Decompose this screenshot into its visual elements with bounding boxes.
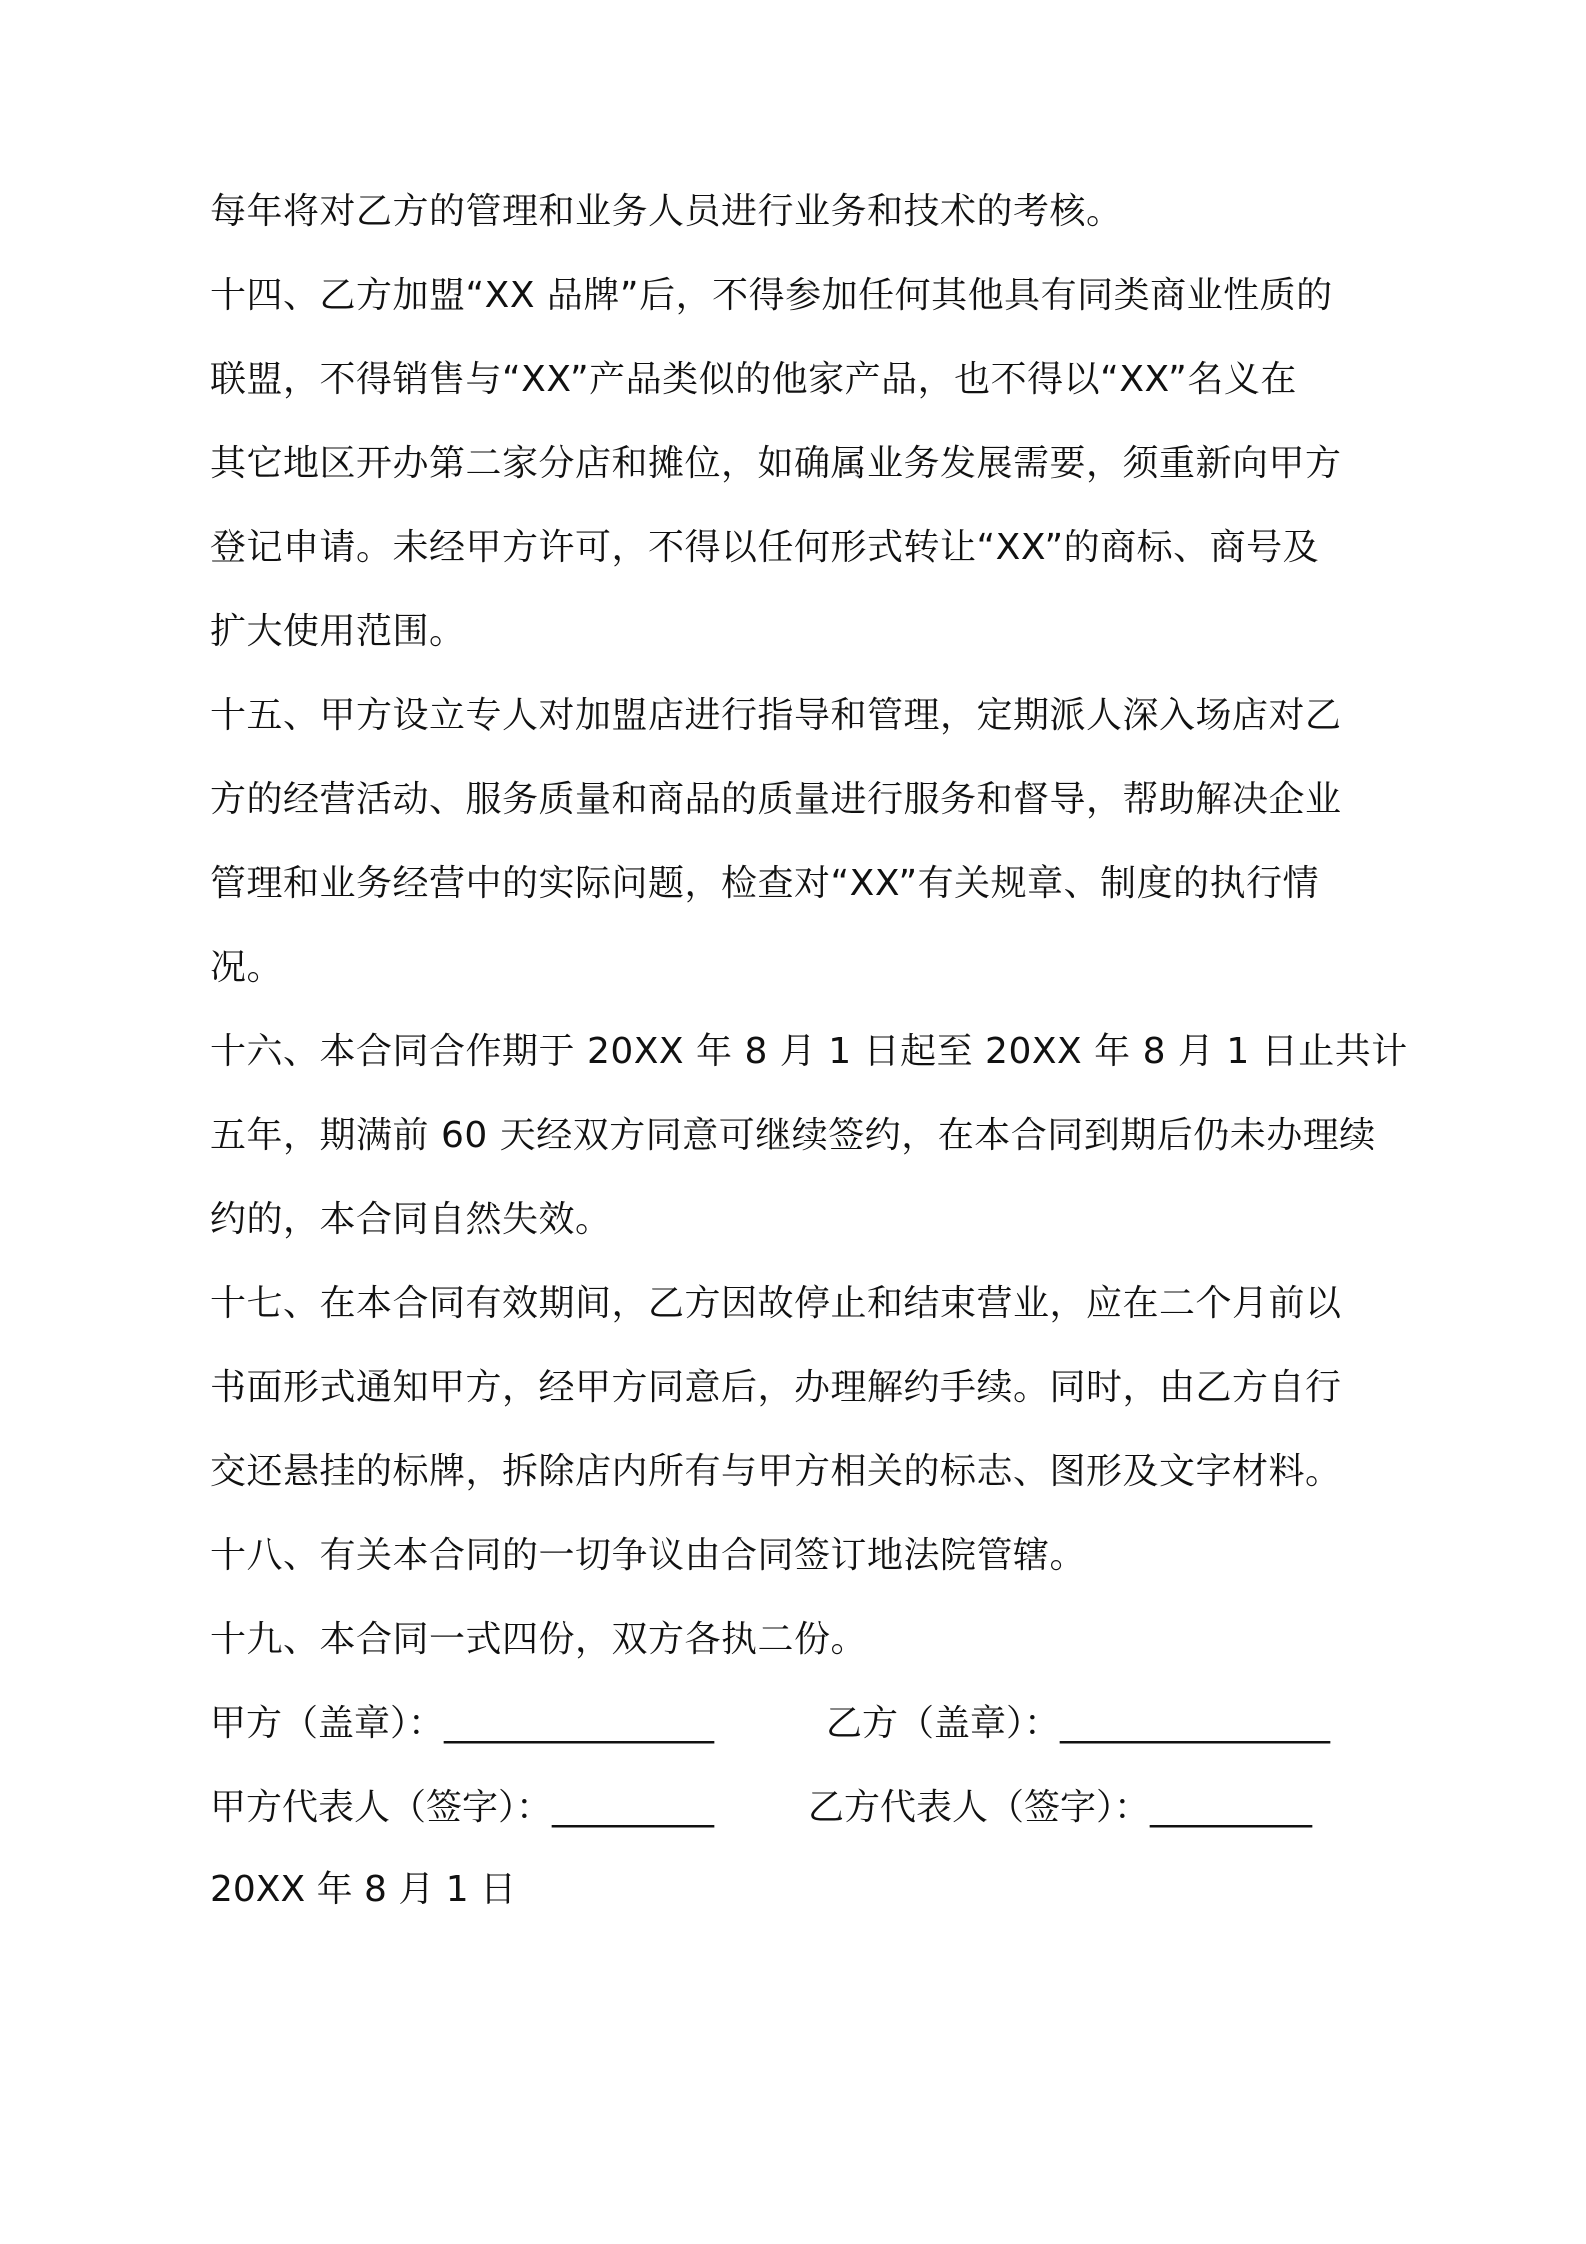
text-line: 每年将对乙方的管理和业务人员进行业务和技术的考核。 [210,191,1123,232]
text-line: 其它地区开办第二家分店和摊位，如确属业务发展需要，须重新向甲方 [210,443,1342,484]
party-b-representative-field: 乙方代表人（签字）：_________ [808,1787,1313,1828]
text-line: 十八、有关本合同的一切争议由合同签订地法院管辖。 [210,1535,1087,1576]
text-line: 十七、在本合同有效期间，乙方因故停止和结束营业，应在二个月前以 [210,1283,1342,1324]
text-line: 交还悬挂的标牌，拆除店内所有与甲方相关的标志、图形及文字材料。 [210,1451,1342,1492]
party-b-seal-field: 乙方（盖章）：_______________ [826,1703,1331,1744]
party-a-seal-field: 甲方（盖章）：_______________ [210,1703,715,1744]
text-line: 管理和业务经营中的实际问题，检查对“XX”有关规章、制度的执行情 [210,863,1320,904]
text-line: 书面形式通知甲方，经甲方同意后，办理解约手续。同时，由乙方自行 [210,1367,1342,1408]
contract-date: 20XX 年 8 月 1 日 [210,1869,517,1910]
text-line: 方的经营活动、服务质量和商品的质量进行服务和督导，帮助解决企业 [210,779,1342,820]
text-line: 联盟，不得销售与“XX”产品类似的他家产品，也不得以“XX”名义在 [210,359,1297,400]
text-line: 约的，本合同自然失效。 [210,1199,612,1240]
text-line: 十五、甲方设立专人对加盟店进行指导和管理，定期派人深入场店对乙 [210,695,1342,736]
text-line: 十九、本合同一式四份，双方各执二份。 [210,1619,868,1660]
text-line: 况。 [210,947,284,988]
text-line: 十六、本合同合作期于 20XX 年 8 月 1 日起至 20XX 年 8 月 1 日止共计 [210,1031,1408,1072]
text-line: 扩大使用范围。 [210,611,466,652]
text-line: 五年，期满前 60 天经双方同意可继续签约，在本合同到期后仍未办理续 [210,1115,1376,1156]
text-line: 登记申请。未经甲方许可，不得以任何形式转让“XX”的商标、商号及 [210,527,1320,568]
party-a-representative-field: 甲方代表人（签字）：_________ [210,1787,715,1828]
text-line: 十四、乙方加盟“XX 品牌”后，不得参加任何其他具有同类商业性质的 [210,275,1333,316]
